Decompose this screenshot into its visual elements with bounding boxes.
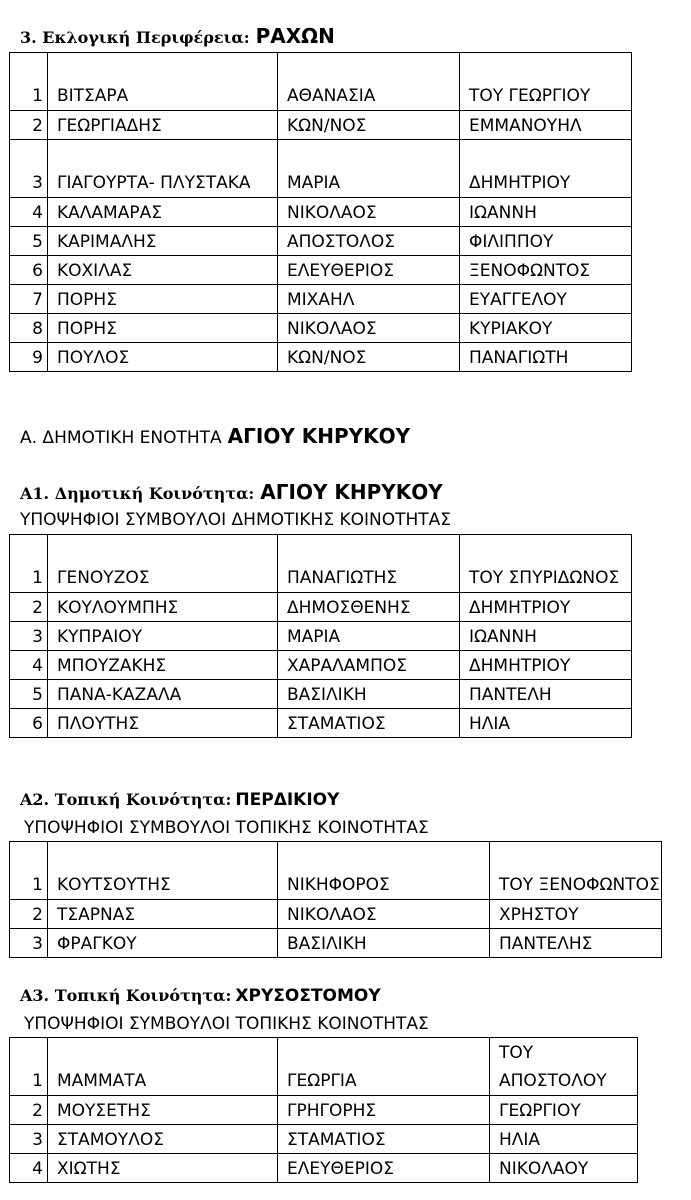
surname-cell: ΤΣΑΡΝΑΣ	[48, 900, 278, 929]
section-a3-table	[9, 1037, 638, 1183]
first-name-cell: ΓΕΩΡΓΙΑ	[278, 1038, 490, 1096]
row-number: 8	[10, 314, 48, 343]
first-name-cell: ΔΗΜΟΣΘΕΝΗΣ	[278, 593, 460, 622]
surname-cell: ΜΠΟΥΖΑΚΗΣ	[48, 651, 278, 680]
table-row	[10, 1096, 638, 1125]
table-row	[10, 842, 662, 900]
first-name-cell: ΑΠΟΣΤΟΛΟΣ	[278, 227, 460, 256]
father-name-cell: ΕΥΑΓΓΕΛΟΥ	[460, 285, 632, 314]
surname-cell: ΚΑΛΑΜΑΡΑΣ	[48, 198, 278, 227]
row-number: 2	[10, 111, 48, 140]
surname-cell: ΠΑΝΑ-ΚΑΖΑΛΑ	[48, 680, 278, 709]
row-number: 3	[10, 1125, 48, 1154]
father-name-cell: ΞΕΝΟΦΩΝΤΟΣ	[460, 256, 632, 285]
row-number: 6	[10, 256, 48, 285]
surname-cell: ΜΟΥΣΕΤΗΣ	[48, 1096, 278, 1125]
surname-cell: ΒΙΤΣΑΡΑ	[48, 53, 278, 111]
table-row	[10, 111, 632, 140]
first-name-cell: ΕΛΕΥΘΕΡΙΟΣ	[278, 256, 460, 285]
surname-cell: ΚΟΥΤΣΟΥΤΗΣ	[48, 842, 278, 900]
first-name-cell: ΒΑΣΙΛΙΚΗ	[278, 680, 460, 709]
first-name-cell: ΝΙΚΗΦΟΡΟΣ	[278, 842, 490, 900]
table-row	[10, 53, 632, 111]
first-name-cell: ΒΑΣΙΛΙΚΗ	[278, 929, 490, 958]
father-name-cell: ΗΛΙΑ	[490, 1125, 638, 1154]
first-name-cell: ΜΙΧΑΗΛ	[278, 285, 460, 314]
surname-cell: ΓΕΩΡΓΙΑΔΗΣ	[48, 111, 278, 140]
first-name-cell: ΜΑΡΙΑ	[278, 622, 460, 651]
surname-cell: ΠΛΟΥΤΗΣ	[48, 709, 278, 738]
table-row	[10, 1125, 638, 1154]
row-number: 3	[10, 140, 48, 198]
row-number: 2	[10, 593, 48, 622]
surname-cell: ΚΑΡΙΜΑΛΗΣ	[48, 227, 278, 256]
table-row	[10, 314, 632, 343]
table-row	[10, 343, 632, 372]
section-a-label: Α. ΔΗΜΟΤΙΚΗ ΕΝΟΤΗΤΑ	[20, 428, 222, 448]
section-a2-name: ΠΕΡΔΙΚΙΟΥ	[235, 790, 340, 810]
section-a1-subtitle: ΥΠΟΨΗΦΙΟΙ ΣΥΜΒΟΥΛΟΙ ΔΗΜΟΤΙΚΗΣ ΚΟΙΝΟΤΗΤΑΣ	[20, 510, 452, 530]
section-a1-name: ΑΓΙΟΥ ΚΗΡΥΚΟΥ	[260, 480, 443, 504]
row-number: 5	[10, 227, 48, 256]
row-number: 1	[10, 1038, 48, 1096]
first-name-cell: ΝΙΚΟΛΑΟΣ	[278, 314, 460, 343]
row-number: 4	[10, 1154, 48, 1183]
surname-cell: ΚΟΥΛΟΥΜΠΗΣ	[48, 593, 278, 622]
row-number: 2	[10, 1096, 48, 1125]
surname-cell: ΠΟΡΗΣ	[48, 314, 278, 343]
father-name-cell: ΤΟΥ ΑΠΟΣΤΟΛΟΥ	[490, 1038, 638, 1096]
section-a1-label: Α1. Δημοτική Κοινότητα:	[20, 484, 255, 503]
father-name-cell: ΝΙΚΟΛΑΟΥ	[490, 1154, 638, 1183]
father-name-cell: ΠΑΝΤΕΛΗΣ	[490, 929, 662, 958]
section-a2-heading	[20, 790, 339, 810]
surname-cell: ΜΑΜΜΑΤΑ	[48, 1038, 278, 1096]
father-name-cell: ΚΥΡΙΑΚΟΥ	[460, 314, 632, 343]
section-a2-table	[9, 841, 662, 958]
section-a1-table	[9, 534, 632, 738]
row-number: 5	[10, 680, 48, 709]
table-row	[10, 900, 662, 929]
father-name-cell: ΤΟΥ ΓΕΩΡΓΙΟΥ	[460, 53, 632, 111]
section-3-name: ΡΑΧΩΝ	[255, 24, 335, 48]
table-row	[10, 593, 632, 622]
row-number: 4	[10, 198, 48, 227]
father-name-cell: ΠΑΝΑΓΙΩΤΗ	[460, 343, 632, 372]
table-row	[10, 256, 632, 285]
row-number: 7	[10, 285, 48, 314]
surname-cell: ΣΤΑΜΟΥΛΟΣ	[48, 1125, 278, 1154]
father-name-cell: ΔΗΜΗΤΡΙΟΥ	[460, 140, 632, 198]
section-a1-heading	[20, 480, 443, 504]
table-row	[10, 140, 632, 198]
section-a3-name: ΧΡΥΣΟΣΤΟΜΟΥ	[235, 986, 381, 1006]
first-name-cell: ΚΩΝ/ΝΟΣ	[278, 111, 460, 140]
surname-cell: ΠΟΡΗΣ	[48, 285, 278, 314]
surname-cell: ΚΟΧΙΛΑΣ	[48, 256, 278, 285]
surname-cell: ΚΥΠΡΑΙΟΥ	[48, 622, 278, 651]
section-a3-heading	[20, 986, 381, 1006]
row-number: 3	[10, 622, 48, 651]
section-a3-subtitle: ΥΠΟΨΗΦΙΟΙ ΣΥΜΒΟΥΛΟΙ ΤΟΠΙΚΗΣ ΚΟΙΝΟΤΗΤΑΣ	[24, 1014, 429, 1034]
row-number: 3	[10, 929, 48, 958]
row-number: 1	[10, 842, 48, 900]
father-name-cell: ΠΑΝΤΕΛΗ	[460, 680, 632, 709]
row-number: 1	[10, 535, 48, 593]
surname-cell: ΓΙΑΓΟΥΡΤΑ- ΠΛΥΣΤΑΚΑ	[48, 140, 278, 198]
first-name-cell: ΑΘΑΝΑΣΙΑ	[278, 53, 460, 111]
first-name-cell: ΣΤΑΜΑΤΙΟΣ	[278, 1125, 490, 1154]
section-a3-label: Α3. Τοπική Κοινότητα:	[20, 986, 232, 1005]
first-name-cell: ΧΑΡΑΛΑΜΠΟΣ	[278, 651, 460, 680]
table-row	[10, 680, 632, 709]
table-row	[10, 651, 632, 680]
surname-cell: ΧΙΩΤΗΣ	[48, 1154, 278, 1183]
section-3-heading	[20, 24, 335, 48]
father-name-cell: ΙΩΑΝΝΗ	[460, 622, 632, 651]
section-a-heading	[20, 424, 410, 448]
row-number: 9	[10, 343, 48, 372]
section-a2-subtitle: ΥΠΟΨΗΦΙΟΙ ΣΥΜΒΟΥΛΟΙ ΤΟΠΙΚΗΣ ΚΟΙΝΟΤΗΤΑΣ	[24, 818, 429, 838]
first-name-cell: ΣΤΑΜΑΤΙΟΣ	[278, 709, 460, 738]
row-number: 4	[10, 651, 48, 680]
first-name-cell: ΜΑΡΙΑ	[278, 140, 460, 198]
table-row	[10, 709, 632, 738]
father-name-cell: ΔΗΜΗΤΡΙΟΥ	[460, 593, 632, 622]
first-name-cell: ΓΡΗΓΟΡΗΣ	[278, 1096, 490, 1125]
table-row	[10, 198, 632, 227]
first-name-cell: ΕΛΕΥΘΕΡΙΟΣ	[278, 1154, 490, 1183]
table-row	[10, 535, 632, 593]
father-name-cell: ΗΛΙΑ	[460, 709, 632, 738]
row-number: 2	[10, 900, 48, 929]
table-row	[10, 285, 632, 314]
surname-cell: ΠΟΥΛΟΣ	[48, 343, 278, 372]
father-name-cell: ΦΙΛΙΠΠΟΥ	[460, 227, 632, 256]
table-row	[10, 1038, 638, 1096]
surname-cell: ΦΡΑΓΚΟΥ	[48, 929, 278, 958]
table-row	[10, 227, 632, 256]
father-name-cell: ΕΜΜΑΝΟΥΗΛ	[460, 111, 632, 140]
surname-cell: ΓΕΝΟΥΖΟΣ	[48, 535, 278, 593]
father-name-cell: ΔΗΜΗΤΡΙΟΥ	[460, 651, 632, 680]
first-name-cell: ΝΙΚΟΛΑΟΣ	[278, 900, 490, 929]
father-name-cell: ΙΩΑΝΝΗ	[460, 198, 632, 227]
table-row	[10, 622, 632, 651]
row-number: 1	[10, 53, 48, 111]
father-name-cell: ΤΟΥ ΞΕΝΟΦΩΝΤΟΣ	[490, 842, 662, 900]
section-a2-label: Α2. Τοπική Κοινότητα:	[20, 790, 232, 809]
first-name-cell: ΠΑΝΑΓΙΩΤΗΣ	[278, 535, 460, 593]
section-a-name: ΑΓΙΟΥ ΚΗΡΥΚΟΥ	[227, 424, 411, 448]
father-name-cell: ΧΡΗΣΤΟΥ	[490, 900, 662, 929]
table-row	[10, 1154, 638, 1183]
section-3-table	[9, 52, 632, 372]
row-number: 6	[10, 709, 48, 738]
first-name-cell: ΝΙΚΟΛΑΟΣ	[278, 198, 460, 227]
first-name-cell: ΚΩΝ/ΝΟΣ	[278, 343, 460, 372]
section-3-label: 3. Εκλογική Περιφέρεια:	[20, 28, 250, 47]
father-name-cell: ΓΕΩΡΓΙΟΥ	[490, 1096, 638, 1125]
table-row	[10, 929, 662, 958]
father-name-cell: ΤΟΥ ΣΠΥΡΙΔΩΝΟΣ	[460, 535, 632, 593]
